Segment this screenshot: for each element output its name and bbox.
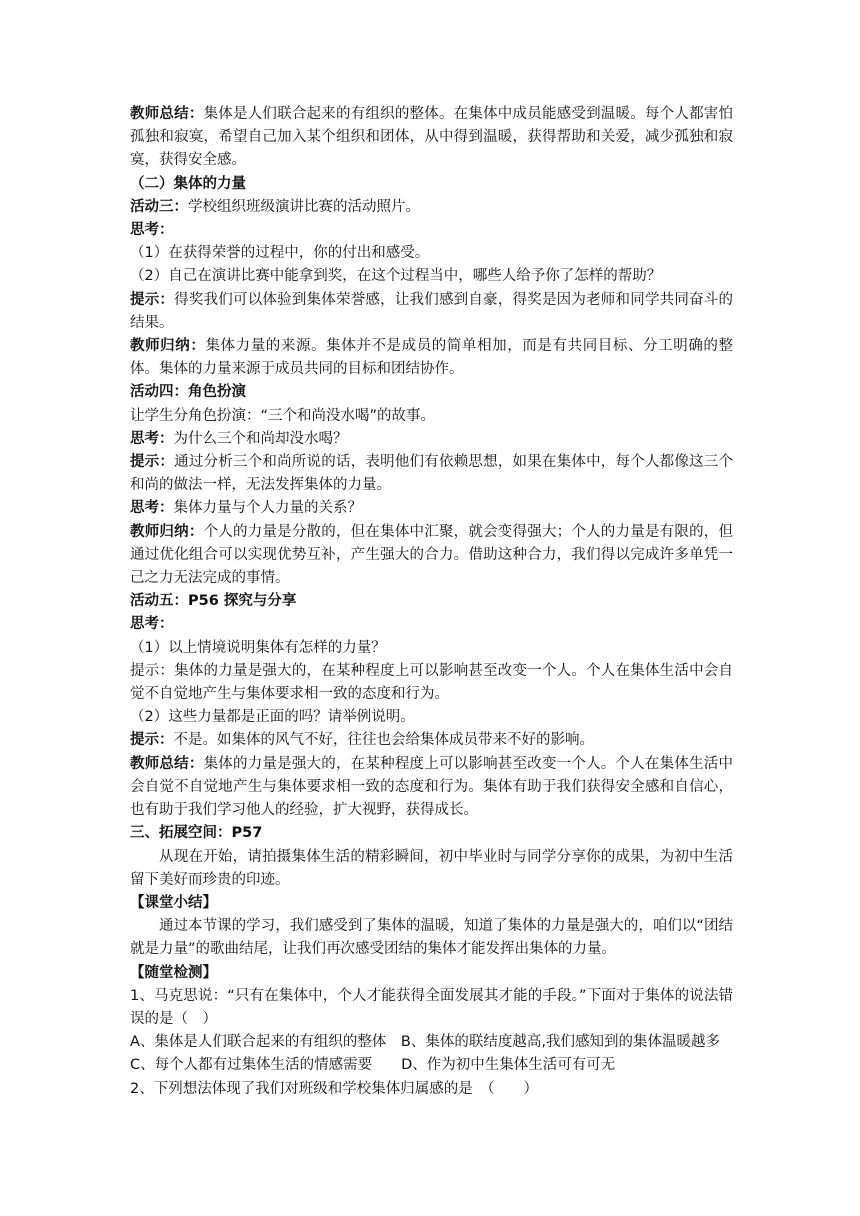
activity-four-text: 让学生分角色扮演：“三个和尚没水喝”的故事。 bbox=[130, 407, 436, 424]
document-body bbox=[130, 103, 733, 1101]
teacher-induction-2 bbox=[130, 521, 733, 591]
activity-four-heading: 活动四：角色扮演 bbox=[130, 384, 246, 401]
activity-five-heading: 活动五：P56 探究与分享 bbox=[130, 593, 297, 610]
test-question-1: 1、马克思说：“只有在集体中，个人才能获得全面发展其才能的手段。”下面对于集体的说法错误的是（ ） bbox=[130, 987, 733, 1027]
teacher-induction-1 bbox=[130, 335, 733, 381]
class-summary-text: 通过本节课的学习，我们感受到了集体的温暖，知道了集体的力量是强大的，咱们以“团结就是力量”的歌曲结尾，让我们再次感受团结的集体才能发挥出集体的力量。 bbox=[130, 918, 733, 958]
hint-1 bbox=[130, 289, 733, 335]
text: 学校组织班级演讲比赛的活动照片。 bbox=[188, 198, 420, 215]
text: 为什么三个和尚却没水喝？ bbox=[173, 430, 348, 447]
section-heading-collective-power: （二）集体的力量 bbox=[130, 175, 246, 192]
label: 教师总结： bbox=[130, 755, 204, 772]
activity-three bbox=[130, 196, 733, 219]
label: 提示： bbox=[130, 454, 175, 471]
class-summary-heading: 【课堂小结】 bbox=[130, 894, 217, 911]
question-3: （1）以上情境说明集体有怎样的力量？ bbox=[130, 639, 386, 656]
think-heading-4: 思考： bbox=[130, 616, 174, 633]
label: 教师归纳： bbox=[130, 338, 206, 355]
label: 提示： bbox=[130, 291, 175, 308]
text: 集体的力量是强大的，在某种程度上可以影响甚至改变一个人。个人在集体生活中会自觉不自觉地产生与集体要求相一致的态度和行为。集体有助于我们获得安全感和自信心，也有助于我们学习他人的经验，扩大视野，获得成长。 bbox=[130, 755, 733, 819]
hint-4 bbox=[130, 729, 733, 752]
text: 集体是人们联合起来的有组织的整体。在集体中成员能感受到温暖。每个人都害怕孤独和寂寞，希望自己加入某个组织和团体，从中得到温暖，获得帮助和关爱，减少孤独和寂寞，获得安全感。 bbox=[130, 106, 733, 169]
teacher-summary-3 bbox=[130, 753, 733, 823]
label: 教师总结： bbox=[130, 106, 204, 122]
hint-2 bbox=[130, 451, 733, 497]
think-3 bbox=[130, 497, 733, 520]
test-question-2: 2、下列想法体现了我们对班级和学校集体归属感的是 （ ） bbox=[130, 1080, 538, 1097]
in-class-test-heading: 【随堂检测】 bbox=[130, 964, 217, 981]
label: 思考： bbox=[130, 500, 174, 517]
text: 通过分析三个和尚所说的话，表明他们有依赖思想，如果在集体中，每个人都像这三个和尚的做法一样，无法发挥集体的力量。 bbox=[130, 454, 733, 494]
test-question-1-options-ab: A、集体是人们联合起来的有组织的整体 B、集体的联结度越高,我们感知到的集体温暖越多 bbox=[130, 1034, 720, 1051]
text: 集体力量与个人力量的关系？ bbox=[173, 500, 362, 517]
think-heading: 思考： bbox=[130, 222, 174, 239]
section-heading-extension: 三、拓展空间：P57 bbox=[130, 825, 263, 842]
text: 个人的力量是分散的，但在集体中汇聚，就会变得强大；个人的力量是有限的，但通过优化组合可以实现优势互补，产生强大的合力。借助这种合力，我们得以完成许多单凭一己之力无法完成的事情。 bbox=[130, 523, 733, 587]
test-question-1-options-cd: C、每个人都有过集体生活的情感需要 D、作为初中生集体生活可有可无 bbox=[130, 1057, 616, 1074]
label: 活动三： bbox=[130, 198, 188, 215]
hint-3: 提示：集体的力量是强大的，在某种程度上可以影响甚至改变一个人。个人在集体生活中会自觉不自觉地产生与集体要求相一致的态度和行为。 bbox=[130, 662, 733, 703]
text: 不是。如集体的风气不好，往往也会给集体成员带来不好的影响。 bbox=[173, 732, 594, 749]
question-2: （2）自己在演讲比赛中能拿到奖，在这个过程当中，哪些人给予你了怎样的帮助？ bbox=[130, 268, 662, 285]
label: 教师归纳： bbox=[130, 523, 204, 540]
label: 提示： bbox=[130, 732, 174, 749]
question-1: （1）在获得荣誉的过程中，你的付出和感受。 bbox=[130, 245, 430, 262]
extension-text: 从现在开始，请拍摄集体生活的精彩瞬间，初中毕业时与同学分享你的成果，为初中生活留下美好而珍贵的印迹。 bbox=[130, 848, 733, 888]
label: 思考： bbox=[130, 430, 174, 447]
text: 得奖我们可以体验到集体荣誉感，让我们感到自豪，得奖是因为老师和同学共同奋斗的结果。 bbox=[130, 291, 733, 331]
text: 集体力量的来源。集体并不是成员的简单相加，而是有共同目标、分工明确的整体。集体的力量来源于成员共同的目标和团结协作。 bbox=[130, 338, 734, 378]
paragraph-teacher-summary-1 bbox=[130, 103, 733, 173]
question-4: （2）这些力量都是正面的吗？请举例说明。 bbox=[130, 709, 415, 726]
think-2 bbox=[130, 428, 733, 451]
